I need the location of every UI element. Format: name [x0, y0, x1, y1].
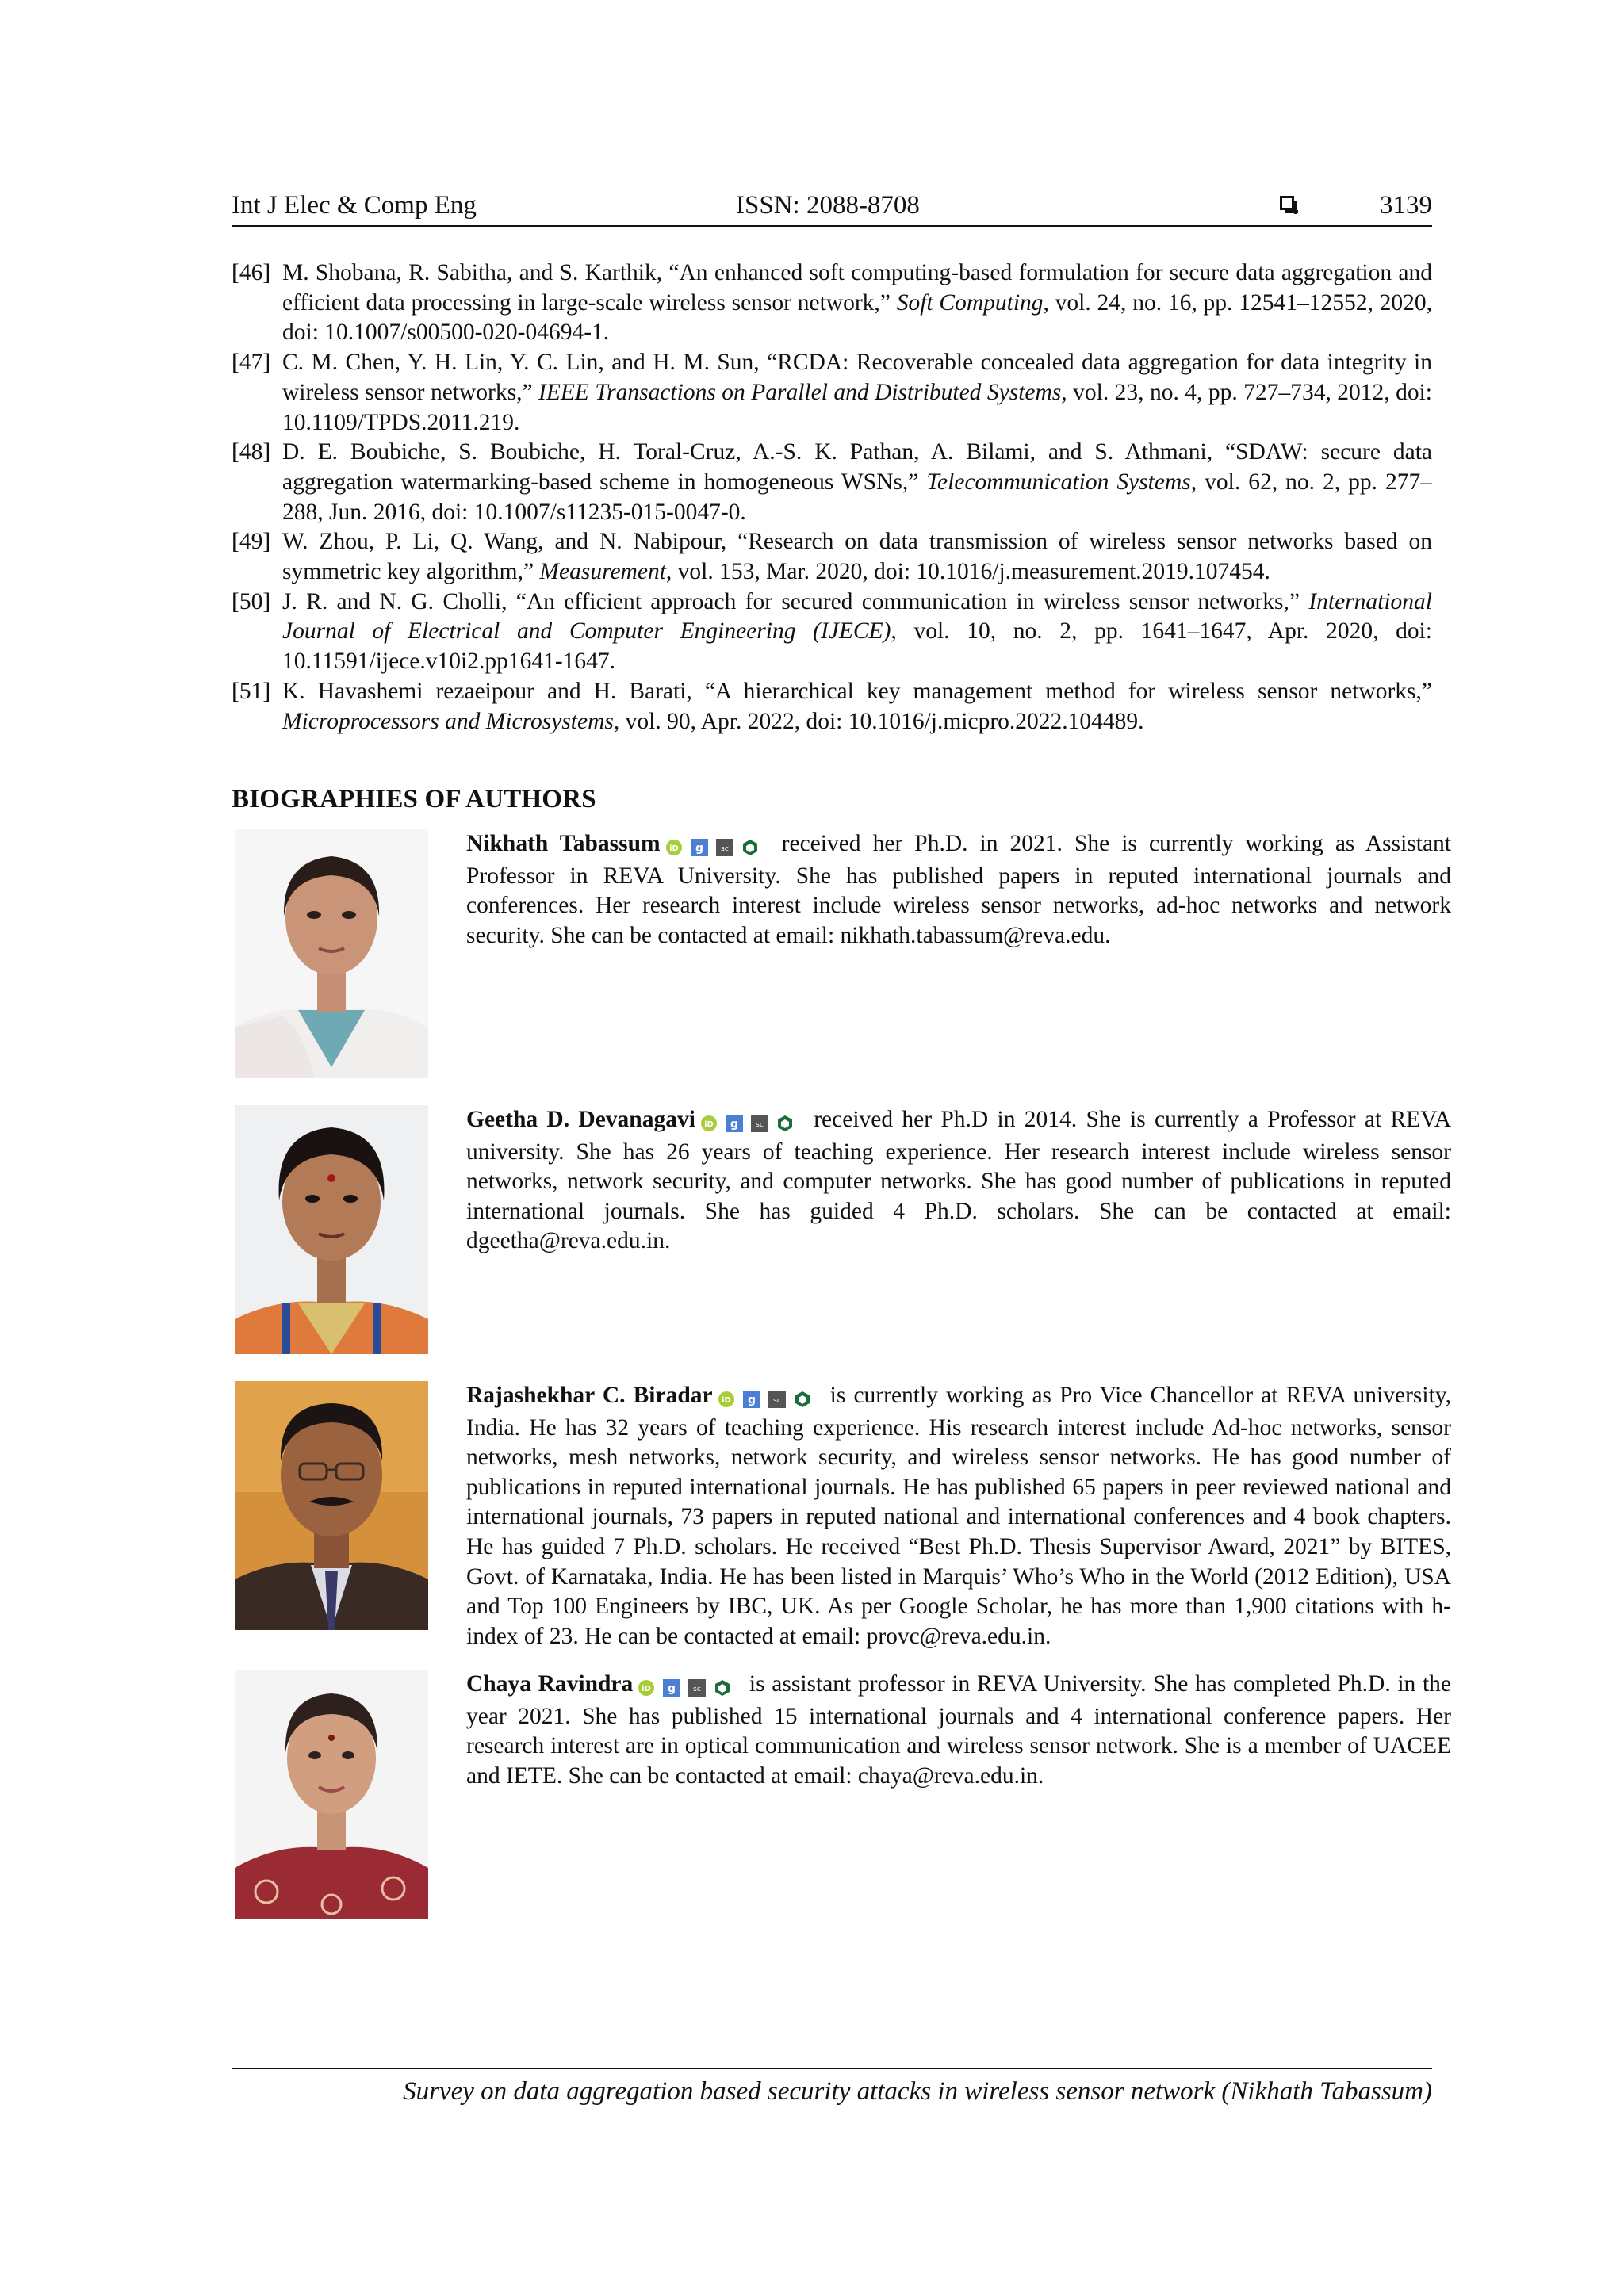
svg-text:iD: iD — [668, 844, 679, 854]
reference-text: J. R. and N. G. Cholli, “An efficient approach for secured communication in wireless sensor networks,” — [282, 588, 1309, 614]
google-scholar-icon[interactable] — [663, 1679, 680, 1697]
author-description: is assistant professor in REVA University. She has completed Ph.D. in the year 2021. She has published 15 international journals and 4 international conference papers. Her research interest are in optical communication and wireless sensor network. She is a member of UACEE and IETE. She can be contacted at email: chaya@reva.edu.in. — [466, 1671, 1452, 1789]
author-photo — [235, 829, 428, 1078]
publons-icon[interactable] — [714, 1679, 731, 1697]
reference-details: , vol. 24, no. 16, pp. 12541–12552, 2020, doi: 10.1007/s00500-020-04694-1. — [282, 289, 1432, 346]
svg-text:iD: iD — [721, 1396, 731, 1406]
orcid-icon[interactable] — [700, 1115, 718, 1132]
reference-venue: IEEE Transactions on Parallel and Distributed Systems — [538, 379, 1062, 405]
reference-text: K. Havashemi rezaeipour and H. Barati, “A hierarchical key management method for wireless sensor networks,” — [282, 678, 1432, 704]
author-bio-text — [466, 1105, 1451, 1257]
reference-list — [232, 258, 1432, 737]
google-scholar-icon[interactable] — [743, 1391, 760, 1408]
orcid-icon[interactable] — [638, 1679, 655, 1697]
svg-text:g: g — [730, 1118, 738, 1131]
google-scholar-icon[interactable] — [726, 1115, 743, 1132]
reference-details: , vol. 153, Mar. 2020, doi: 10.1016/j.measurement.2019.107454. — [665, 559, 1270, 585]
scopus-icon[interactable] — [751, 1115, 768, 1132]
page-number: 3139 — [1380, 191, 1432, 220]
svg-text:iD: iD — [704, 1120, 714, 1130]
reference-venue: Soft Computing — [896, 289, 1044, 316]
orcid-icon[interactable] — [665, 839, 683, 856]
author-name: Nikhath Tabassum — [466, 831, 661, 856]
reference-item — [232, 348, 1432, 438]
reference-text: M. Shobana, R. Sabitha, and S. Karthik, “An enhanced soft computing-based formulation for secure data aggregation and efficient data processing in large-scale wireless sensor network,” — [282, 260, 1432, 316]
reference-details: , vol. 62, no. 2, pp. 277–288, Jun. 2016, doi: 10.1007/s11235-015-0047-0. — [282, 469, 1432, 525]
svg-text:g: g — [695, 842, 703, 855]
issn: ISSN: 2088-8708 — [736, 191, 920, 220]
reference-number: [50] — [232, 588, 271, 614]
reference-number: [47] — [232, 350, 271, 376]
journal-name: Int J Elec & Comp Eng — [232, 191, 477, 220]
svg-text:sc: sc — [693, 1686, 702, 1694]
scopus-icon[interactable] — [768, 1391, 786, 1408]
author-description: received her Ph.D. in 2021. She is currently working as Assistant Professor in REVA University. She has published papers in reputed international journals and conferences. Her research interest include wireless sensor networks, ad-hoc networks and network security. She can be contacted at email: nikhath.tabassum@reva.edu. — [466, 831, 1451, 948]
publons-icon[interactable] — [741, 839, 759, 856]
author-profile-links — [665, 832, 767, 862]
reference-venue: Microprocessors and Microsystems — [282, 708, 614, 734]
author-profile-links — [718, 1383, 819, 1414]
author-photo — [235, 1381, 428, 1630]
author-name: Chaya Ravindra — [466, 1671, 634, 1697]
publons-icon[interactable] — [794, 1391, 811, 1408]
running-footer: Survey on data aggregation based security attacks in wireless sensor network (Nikhath Tabassum) — [403, 2077, 1432, 2106]
reference-text: W. Zhou, P. Li, Q. Wang, and N. Nabipour, “Research on data transmission of wireless sensor networks based on symmetric key algorithm,” — [282, 529, 1432, 585]
section-heading: BIOGRAPHIES OF AUTHORS — [232, 785, 596, 813]
svg-text:iD: iD — [642, 1685, 652, 1694]
google-scholar-icon[interactable] — [691, 839, 708, 856]
author-name: Geetha D. Devanagavi — [466, 1107, 695, 1132]
reference-item — [232, 587, 1432, 677]
svg-text:sc: sc — [756, 1121, 764, 1130]
svg-text:g: g — [747, 1394, 756, 1407]
header-rule — [232, 225, 1432, 227]
reference-text: C. M. Chen, Y. H. Lin, Y. C. Lin, and H. M. Sun, “RCDA: Recoverable concealed data aggregation for data integrity in wireless sensor networks,” — [282, 350, 1432, 405]
reference-venue: Telecommunication Systems — [926, 469, 1191, 495]
author-profile-links — [638, 1672, 739, 1702]
author-bio-text — [466, 1670, 1451, 1791]
author-profile-links — [700, 1108, 802, 1138]
reference-item — [232, 527, 1432, 587]
reference-number: [49] — [232, 529, 271, 555]
author-description: received her Ph.D in 2014. She is currently a Professor at REVA university. She has 26 years of teaching experience. Her research interest include wireless sensor networks, network security, and computer networks. She has good number of publications in reputed international journals. She has guided 4 Ph.D. scholars. She can be contacted at email: dgeetha@reva.edu.in. — [466, 1107, 1451, 1254]
reference-item — [232, 677, 1432, 737]
reference-details: , vol. 90, Apr. 2022, doi: 10.1016/j.micpro.2022.104489. — [613, 708, 1144, 734]
header-square-icon — [1280, 196, 1294, 210]
running-head — [232, 187, 1432, 224]
reference-details: , vol. 23, no. 4, pp. 727–734, 2012, doi: 10.1109/TPDS.2011.219. — [282, 379, 1432, 435]
author-description: is currently working as Pro Vice Chancellor at REVA university, India. He has 32 years of teaching experience. His research interest include Ad-hoc networks, sensor networks, mesh networks, network security, and wireless sensor networks. He has good number of publications in reputed international journals. He has published 65 papers in peer reviewed national and international journals, 73 papers in reputed national and international conferences and 4 book chapters. He has guided 7 Ph.D. scholars. He received “Best Ph.D. Thesis Supervisor Award, 2021” by BITES, Govt. of Karnataka, India. He has been listed in Marquis’ Who’s Who in the World (2012 Edition), USA and Top 100 Engineers by IBC, UK. As per Google Scholar, he has more than 1,900 citations with h-index of 23. He can be contacted at email: provc@reva.edu.in. — [466, 1383, 1451, 1649]
reference-number: [46] — [232, 260, 271, 285]
reference-number: [48] — [232, 439, 271, 465]
svg-text:g: g — [668, 1682, 676, 1696]
svg-text:sc: sc — [720, 845, 729, 854]
reference-venue: International Journal of Electrical and Computer Engineering (IJECE) — [282, 588, 1432, 645]
author-bio-text — [466, 1381, 1451, 1651]
author-photo — [235, 1670, 428, 1919]
reference-details: , vol. 10, no. 2, pp. 1641–1647, Apr. 2020, doi: 10.11591/ijece.v10i2.pp1641-1647. — [282, 618, 1433, 675]
reference-item — [232, 438, 1432, 527]
orcid-icon[interactable] — [718, 1391, 735, 1408]
scopus-icon[interactable] — [716, 839, 733, 856]
reference-number: [51] — [232, 678, 271, 704]
publons-icon[interactable] — [776, 1115, 794, 1132]
footer-rule — [232, 2068, 1432, 2069]
reference-item — [232, 258, 1432, 348]
author-name: Rajashekhar C. Biradar — [466, 1383, 713, 1408]
reference-text: D. E. Boubiche, S. Boubiche, H. Toral-Cruz, A.-S. K. Pathan, A. Bilami, and S. Athmani, “SDAW: secure data aggregation watermarking-based scheme in homogeneous WSNs,” — [282, 439, 1432, 495]
svg-text:sc: sc — [772, 1397, 781, 1406]
reference-venue: Measurement — [539, 559, 666, 585]
author-bio-text — [466, 829, 1451, 951]
scopus-icon[interactable] — [688, 1679, 706, 1697]
author-photo — [235, 1105, 428, 1354]
